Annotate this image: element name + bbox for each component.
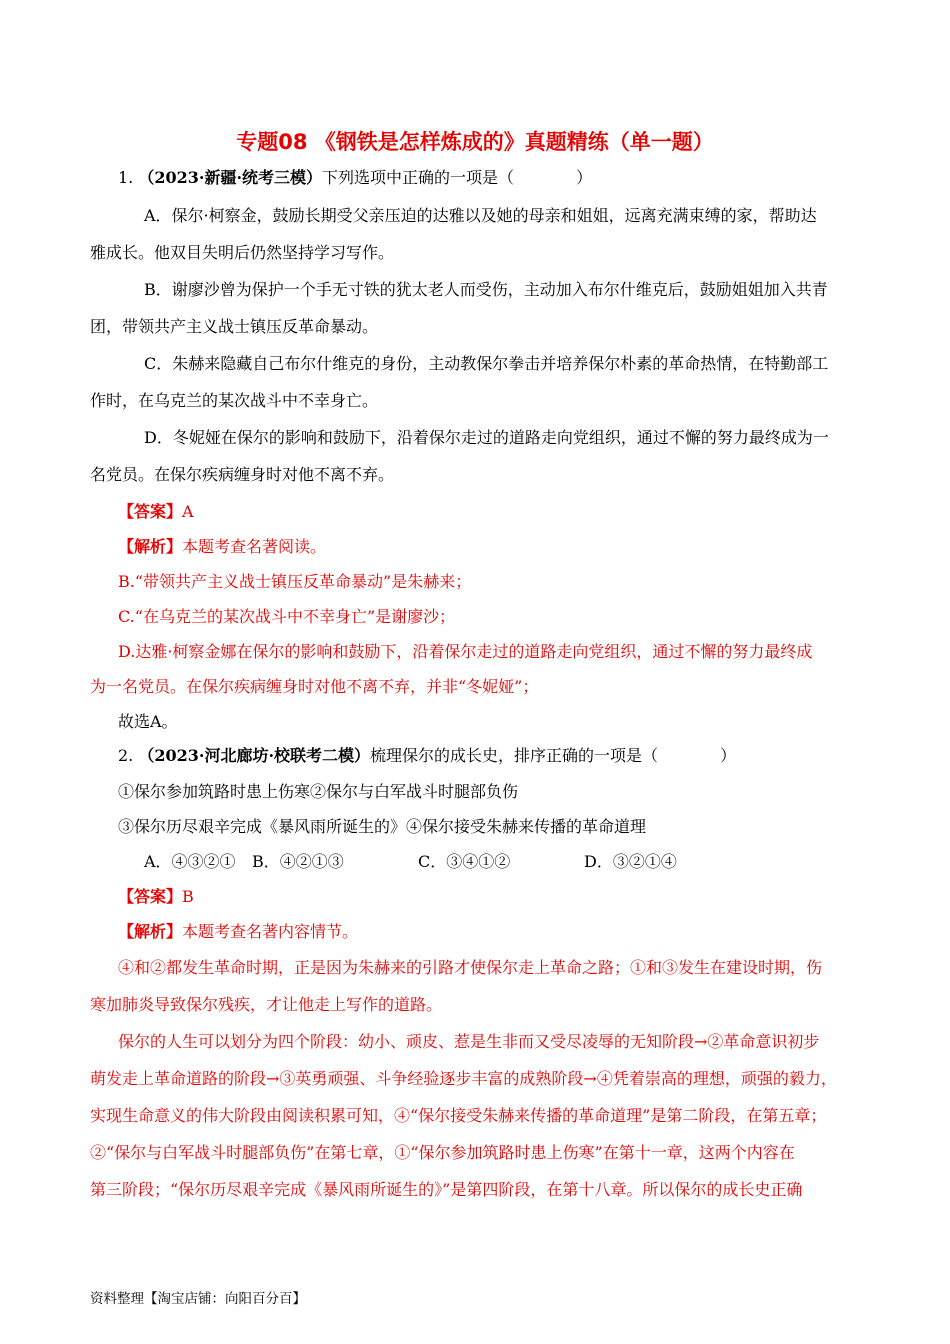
q2-stem-line: [118, 746, 736, 766]
q1-analysis-text: 本题考查名著阅读。: [182, 537, 327, 556]
q1-explain-c: C.“在乌克兰的某次战斗中不幸身亡”是谢廖沙；: [118, 607, 456, 626]
q2-analysis: [118, 922, 358, 942]
q2-answer: [118, 887, 194, 907]
q2-stem-end: ）: [720, 746, 737, 765]
q1-stem: 下列选项中正确的一项是（: [322, 168, 515, 187]
q1-option-d-line1: D．冬妮娅在保尔的影响和鼓励下，沿着保尔走过的道路走向党组织，通过不懈的努力最终成为一: [144, 428, 829, 447]
q1-answer-label: 【答案】: [118, 502, 183, 521]
q1-option-c-line2: 作时，在乌克兰的某次战斗中不幸身亡。: [90, 391, 379, 410]
q2-answer-value: B: [182, 887, 194, 906]
q2-choice-b: B．④②①③: [252, 852, 344, 871]
document-title: 专题08 《钢铁是怎样炼成的》真题精练（单一题）: [236, 130, 714, 154]
q2-answer-label: 【答案】: [118, 887, 183, 906]
q1-option-d-line2: 名党员。在保尔疾病缠身时对他不离不弃。: [90, 465, 395, 484]
q1-option-a-line1: A．保尔·柯察金，鼓励长期受父亲压迫的达雅以及她的母亲和姐姐，远离充满束缚的家，帮助达: [144, 206, 817, 225]
page-footer: 资料整理【淘宝店铺：向阳百分百】: [90, 1291, 306, 1307]
q1-explain-b: B.“带领共产主义战士镇压反革命暴动”是朱赫来；: [118, 572, 472, 591]
q2-analysis-label: 【解析】: [118, 922, 183, 941]
q2-choice-d: D．③②①④: [584, 852, 677, 871]
q1-answer-value: A: [182, 502, 194, 521]
q1-analysis-label: 【解析】: [118, 537, 183, 556]
q1-conclusion: 故选A。: [118, 712, 178, 731]
q1-analysis: [118, 537, 326, 557]
q1-option-c-line1: C．朱赫来隐藏自己布尔什维克的身份，主动教保尔拳击并培养保尔朴素的革命热情，在特勤部工: [144, 354, 829, 373]
q1-explain-d-line2: 为一名党员。在保尔疾病缠身时对他不离不弃，并非“冬妮娅”；: [90, 677, 539, 696]
q2-explain-line3: 保尔的人生可以划分为四个阶段：幼小、顽皮、惹是生非而又受尽凌辱的无知阶段→②革命意识初步: [118, 1032, 820, 1051]
q1-answer: [118, 502, 194, 522]
q2-analysis-text: 本题考查名著内容情节。: [182, 922, 359, 941]
q2-stem: 梳理保尔的成长史，排序正确的一项是（: [370, 746, 659, 765]
q2-explain-line2: 寒加肺炎导致保尔残疾，才让他走上写作的道路。: [90, 995, 443, 1014]
q2-explain-line1: ④和②都发生革命时期，正是因为朱赫来的引路才使保尔走上革命之路；①和③发生在建设时期，伤: [118, 958, 823, 977]
q1-explain-d-line1: D.达雅·柯察金娜在保尔的影响和鼓励下，沿着保尔走过的道路走向党组织，通过不懈的努力最终成: [118, 642, 813, 661]
q1-number: 1.: [118, 168, 134, 187]
q1-stem-end: ）: [576, 168, 593, 187]
q2-explain-line5: 实现生命意义的伟大阶段由阅读积累可知，④“保尔接受朱赫来传播的革命道理”是第二阶段，在第五章；: [90, 1106, 827, 1125]
q2-choice-c: C．③④①②: [418, 852, 511, 871]
q2-choice-a: A．④③②①: [144, 852, 236, 871]
q1-option-b-line2: 团，带领共产主义战士镇压反革命暴动。: [90, 317, 379, 336]
q2-items-line2: ③保尔历尽艰辛完成《暴风雨所诞生的》④保尔接受朱赫来传播的革命道理: [118, 817, 647, 836]
q1-source: （2023·新疆·统考三模）: [138, 168, 323, 187]
q2-explain-line4: 萌发走上革命道路的阶段→③英勇顽强、斗争经验逐步丰富的成熟阶段→④凭着崇高的理想，顽强的毅力，: [90, 1069, 837, 1088]
q1-option-a-line2: 雅成长。他双目失明后仍然坚持学习写作。: [90, 243, 395, 262]
q1-option-b-line1: B．谢廖沙曾为保护一个手无寸铁的犹太老人而受伤，主动加入布尔什维克后，鼓励姐姐加入共青: [144, 280, 828, 299]
q2-items-line1: ①保尔参加筑路时患上伤寒②保尔与白军战斗时腿部负伤: [118, 782, 519, 801]
q2-explain-line6: ②“保尔与白军战斗时腿部负伤”在第七章，①“保尔参加筑路时患上伤寒”在第十一章，这两个内容在: [90, 1143, 795, 1162]
q1-stem-line: [118, 168, 592, 188]
q2-source: （2023·河北廊坊·校联考二模）: [138, 746, 371, 765]
q2-explain-line7: 第三阶段；“保尔历尽艰辛完成《暴风雨所诞生的》”是第四阶段，在第十八章。所以保尔的成长史正确: [90, 1180, 803, 1199]
q2-number: 2.: [118, 746, 134, 765]
